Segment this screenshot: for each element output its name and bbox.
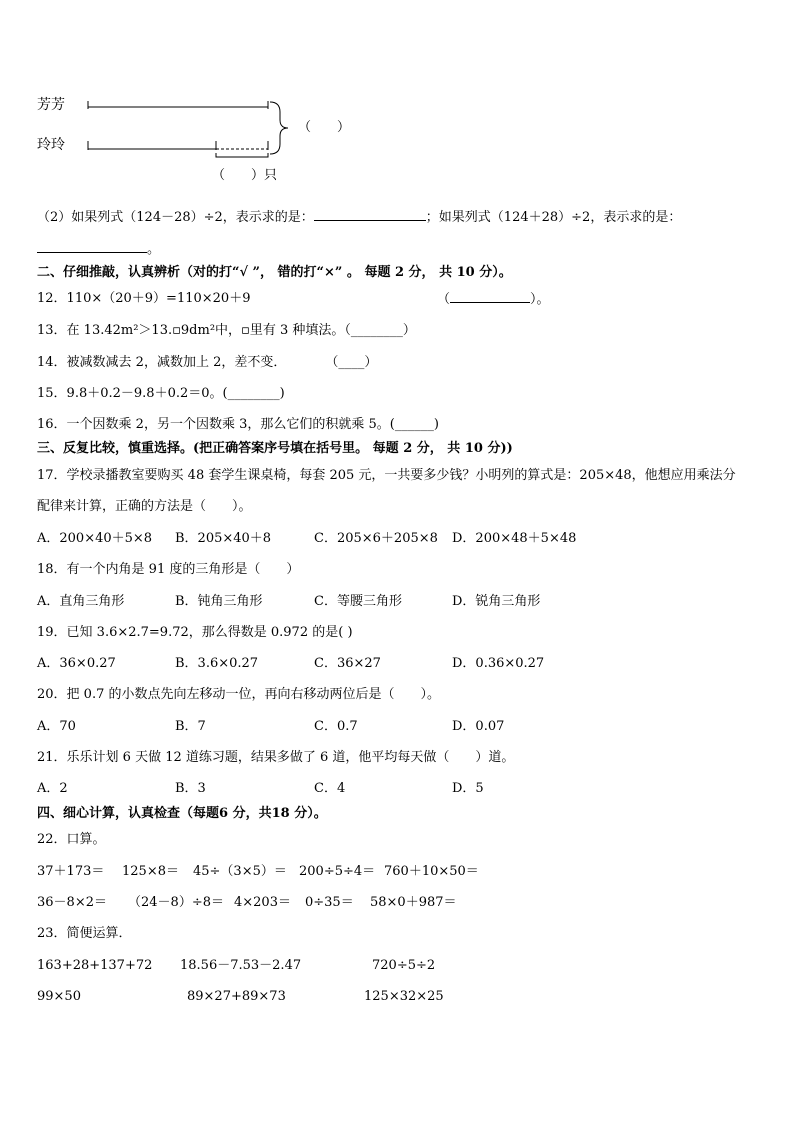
question-17-line2: 配律来计算，正确的方法是（ ）。 (37, 499, 252, 514)
question-21: 21．乐乐计划 6 天做 12 道练习题，结果多做了 6 道，他平均每天做（ ）道。 (37, 750, 515, 765)
question-15: 15．9.8＋0.2－9.8＋0.2＝0。(________) (37, 386, 285, 401)
q18-option-c[interactable]: C．等腰三角形 (314, 594, 402, 609)
q2-part2: ；如果列式（124＋28）÷2，表示求的是： (425, 210, 682, 225)
q2-blank-1[interactable] (314, 208, 426, 221)
question-23-title: 23．简便运算． (37, 926, 132, 941)
q19-option-b[interactable]: B．3.6×0.27 (175, 656, 259, 671)
bottom-answer-blank[interactable]: （ ）只 (212, 168, 278, 183)
q2-end: 。 (147, 242, 161, 257)
question-20: 20．把 0.7 的小数点先向左移动一位，再向右移动两位后是（ ）。 (37, 687, 440, 702)
q20-option-c[interactable]: C．0.7 (314, 719, 358, 734)
q23-item: 720÷5÷2 (372, 958, 436, 973)
q22-item: 125×8＝ (122, 864, 179, 879)
q20-option-a[interactable]: A．70 (37, 719, 76, 734)
q19-option-a[interactable]: A．36×0.27 (37, 656, 116, 671)
section-2-heading: 二、仔细推敲，认真辨析（对的打“√ ”， 错的打“×” 。 每题 2 分， 共 10 分）。 (37, 265, 512, 280)
q22-item: 58×0＋987＝ (370, 895, 457, 910)
q12-paren-right: ）。 (530, 292, 550, 307)
q2-blank-2[interactable] (37, 240, 147, 253)
q23-item: 18.56－7.53－2.47 (180, 958, 302, 973)
q19-option-c[interactable]: C．36×27 (314, 656, 381, 671)
ling-label: 玲玲 (37, 137, 65, 153)
section-3-heading: 三、反复比较，慎重选择。(把正确答案序号填在括号里。 每题 2 分， 共 10 分)) (37, 441, 513, 456)
brace-answer-blank[interactable]: （ ） (298, 120, 351, 135)
q21-option-b[interactable]: B．3 (175, 781, 206, 796)
q12-answer[interactable] (437, 290, 550, 309)
section-4-heading: 四、细心计算，认真检查（每题6 分，共18 分）。 (37, 806, 327, 821)
question-17-line1: 17．学校录播教室要购买 48 套学生课桌椅，每套 205 元，一共要多少钱？小明列的算式是：205×48，他想应用乘法分 (37, 468, 736, 483)
right-brace (268, 100, 290, 156)
q20-option-b[interactable]: B．7 (175, 719, 206, 734)
q2-part1: （2）如果列式（124－28）÷2，表示求的是： (37, 210, 314, 225)
question-13: 13．在 13.42m²＞13.▫9dm²中，▫里有 3 种填法。（________） (37, 323, 416, 338)
q21-option-c[interactable]: C．4 (314, 781, 346, 796)
question-19: 19．已知 3.6×2.7=9.72，那么得数是 0.972 的是( ) (37, 625, 353, 640)
q19-option-d[interactable]: D．0.36×0.27 (452, 656, 545, 671)
q18-option-b[interactable]: B．钝角三角形 (175, 594, 263, 609)
q17-option-c[interactable]: C．205×6＋205×8 (314, 531, 438, 546)
q21-option-a[interactable]: A．2 (37, 781, 68, 796)
question-14: 14．被减数减去 2，减数加上 2，差不变． （____） (37, 355, 378, 370)
q23-item: 89×27+89×73 (187, 989, 286, 1004)
segment-diagram (80, 95, 280, 165)
q22-item: 45÷（3×5）＝ (193, 864, 287, 879)
q23-item: 99×50 (37, 989, 81, 1004)
q20-option-d[interactable]: D．0.07 (452, 719, 505, 734)
q17-option-d[interactable]: D．200×48＋5×48 (452, 531, 577, 546)
q18-option-a[interactable]: A．直角三角形 (37, 594, 125, 609)
question-18: 18．有一个内角是 91 度的三角形是（ ） (37, 562, 300, 577)
q17-option-b[interactable]: B．205×40＋8 (175, 531, 272, 546)
question-2-line2 (37, 240, 160, 259)
question-16: 16．一个因数乘 2，另一个因数乘 3，那么它们的积就乘 5。(______) (37, 417, 439, 432)
question-12 (37, 290, 250, 308)
q22-item: （24－8）÷8＝ (128, 895, 224, 910)
q22-item: 0÷35＝ (305, 895, 354, 910)
q22-item: 37＋173＝ (37, 864, 105, 879)
question-22-title: 22．口算。 (37, 832, 106, 847)
q22-item: 36－8×2＝ (37, 895, 107, 910)
q21-option-d[interactable]: D．5 (452, 781, 484, 796)
q12-paren-left: （ (437, 292, 451, 307)
q12-text: 12．110×（20＋9）=110×20＋9 (37, 291, 251, 306)
q18-option-d[interactable]: D．锐角三角形 (452, 594, 541, 609)
q17-option-a[interactable]: A．200×40＋5×8 (37, 531, 153, 546)
q12-blank[interactable] (450, 290, 530, 303)
fang-label: 芳芳 (37, 97, 65, 113)
q22-item: 200÷5÷4＝ (299, 864, 376, 879)
q22-item: 760＋10×50＝ (384, 864, 479, 879)
question-2-line1 (37, 208, 681, 227)
q22-item: 4×203＝ (234, 895, 291, 910)
q23-item: 163+28+137+72 (37, 958, 153, 973)
q23-item: 125×32×25 (364, 989, 444, 1004)
